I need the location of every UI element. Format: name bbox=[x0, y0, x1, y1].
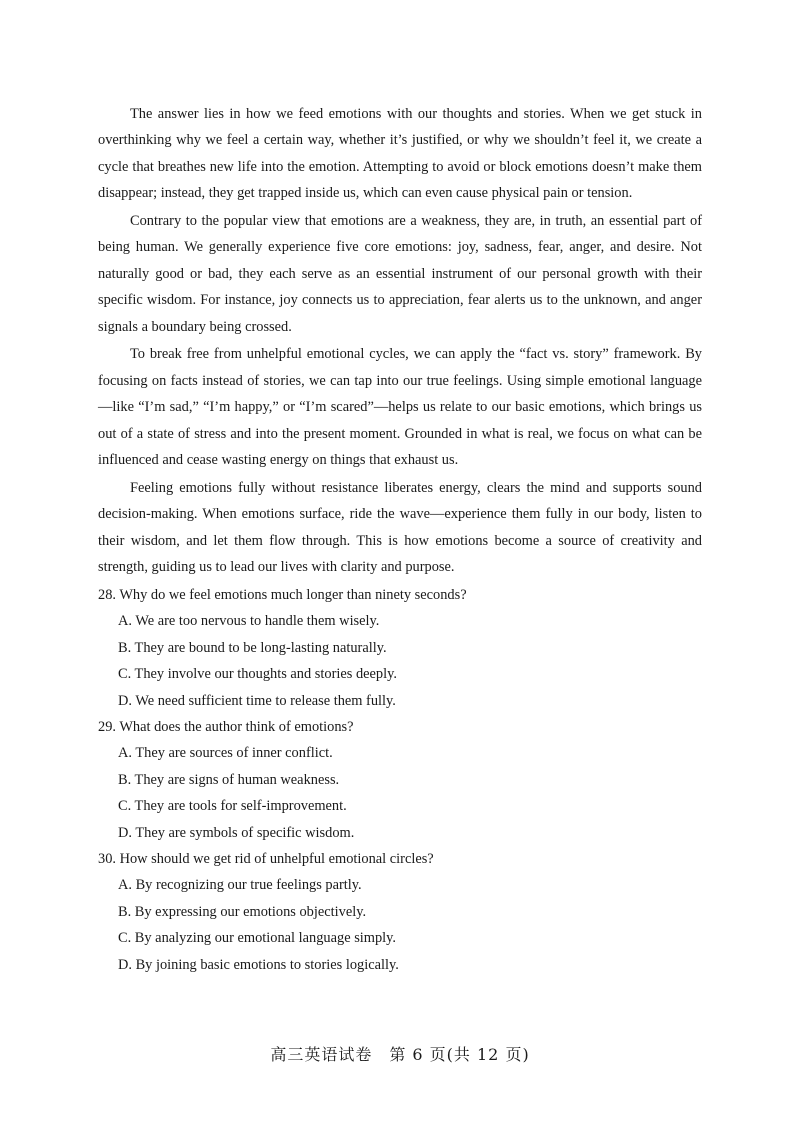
passage-paragraph: Feeling emotions fully without resistance liberates energy, clears the mind and supports sound decision-making. When emotions surface, ride the wave—experience them fully in our body, listen to their wisdom, and let them flow through. This is how emotions become a source of creativity and strength, guiding us to lead our lives with clarity and purpose. bbox=[98, 479, 702, 576]
answer-options bbox=[98, 872, 702, 978]
page-footer: 高三英语试卷 第 6 页(共 12 页) bbox=[270, 1045, 530, 1064]
option-b: B. They are bound to be long-lasting naturally. bbox=[118, 639, 387, 656]
option-c: C. By analyzing our emotional language simply. bbox=[118, 930, 397, 947]
option-c: C. They are tools for self-improvement. bbox=[118, 798, 347, 815]
question-stem: 29. What does the author think of emotions? bbox=[98, 718, 354, 735]
option-d: D. We need sufficient time to release them fully. bbox=[118, 692, 396, 709]
question-28 bbox=[98, 582, 702, 714]
question-29 bbox=[98, 714, 702, 846]
reading-passage bbox=[98, 101, 702, 580]
passage-paragraph: To break free from unhelpful emotional cycles, we can apply the “fact vs. story” framework. By focusing on facts instead of stories, we can tap into our true feelings. Using simple emotional language—like “I’m sad,” “I’m happy,” or “I’m scared”—helps us relate to our basic emotions, which brings us out of a state of stress and into the present moment. Grounded in what is real, we focus on what can be influenced and cease wasting energy on things that exhaust us. bbox=[98, 346, 702, 469]
question-30 bbox=[98, 846, 702, 978]
option-a: A. We are too nervous to handle them wisely. bbox=[118, 613, 380, 630]
option-d: D. By joining basic emotions to stories logically. bbox=[118, 956, 399, 973]
question-stem: 30. How should we get rid of unhelpful emotional circles? bbox=[98, 850, 434, 867]
option-a: A. They are sources of inner conflict. bbox=[118, 745, 333, 762]
option-b: B. They are signs of human weakness. bbox=[118, 771, 340, 788]
option-a: A. By recognizing our true feelings partly. bbox=[118, 877, 362, 894]
option-c: C. They involve our thoughts and stories deeply. bbox=[118, 666, 397, 683]
question-stem: 28. Why do we feel emotions much longer than ninety seconds? bbox=[98, 586, 467, 603]
passage-paragraph: Contrary to the popular view that emotions are a weakness, they are, in truth, an essential part of being human. We generally experience five core emotions: joy, sadness, fear, anger, and desire. Not naturally good or bad, they each serve as an essential instrument of our personal growth with their specific wisdom. For instance, joy connects us to appreciation, fear alerts us to the unknown, and anger signals a boundary being crossed. bbox=[98, 213, 702, 335]
answer-options bbox=[98, 740, 702, 846]
answer-options bbox=[98, 608, 702, 714]
option-b: B. By expressing our emotions objectively. bbox=[118, 903, 367, 920]
option-d: D. They are symbols of specific wisdom. bbox=[118, 824, 355, 841]
passage-paragraph: The answer lies in how we feed emotions with our thoughts and stories. When we get stuck in overthinking why we feel a certain way, whether it’s justified, or why we shouldn’t feel it, we create a cycle that breathes new life into the emotion. Attempting to avoid or block emotions doesn’t make them disappear; instead, they get trapped inside us, which can even cause physical pain or tension. bbox=[98, 106, 702, 202]
